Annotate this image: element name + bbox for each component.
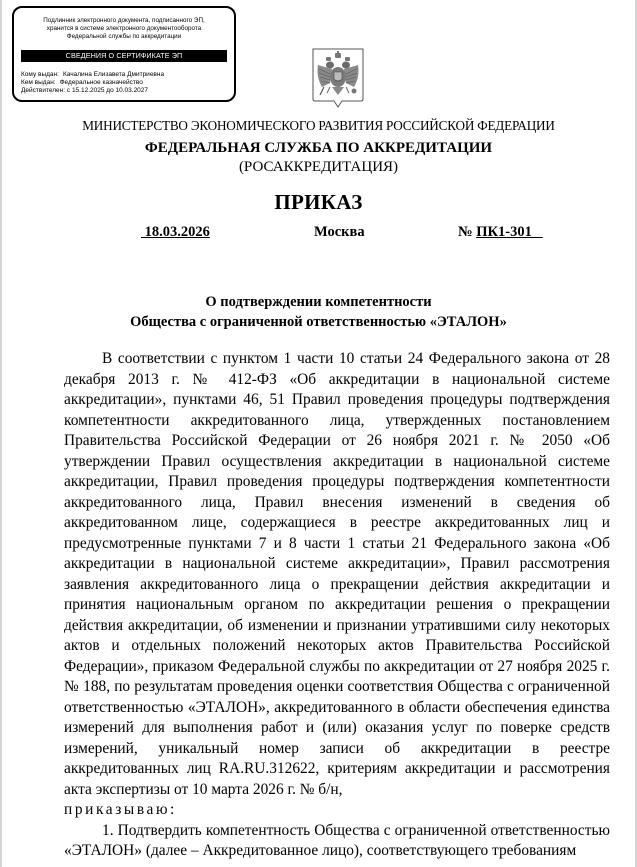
validity-value: с 15.12.2025 до 10.03.2027 [66, 87, 149, 94]
stamp-header [14, 17, 234, 41]
service-name: ФЕДЕРАЛЬНАЯ СЛУЖБА ПО АККРЕДИТАЦИИ [144, 140, 493, 156]
order-number [458, 224, 543, 241]
certificate-title: СВЕДЕНИЯ О СЕРТИФИКАТЕ ЭП [21, 50, 227, 62]
validity-row [21, 87, 164, 95]
stamp-header-line: Подлинник электронного документа, подписанного ЭП, [43, 17, 205, 24]
directive-paragraph [64, 800, 610, 821]
subject-line-2: Общества с ограниченной ответственностью «ЭТАЛОН» [130, 314, 507, 330]
issued-to-row [21, 71, 164, 79]
document-type-title: ПРИКАЗ [274, 190, 363, 214]
issued-to-label: Кому выдан: [21, 71, 59, 78]
service-abbreviation: (РОСАККРЕДИТАЦИЯ) [238, 159, 399, 175]
order-city: Москва [314, 224, 365, 240]
subject-line-1: О подтверждении компетентности [205, 294, 432, 310]
order-subject [2, 292, 635, 332]
ministry-name: МИНИСТЕРСТВО ЭКОНОМИЧЕСКОГО РАЗВИТИЯ РОССИЙСКОЙ ФЕДЕРАЦИИ [82, 118, 555, 133]
preamble-paragraph: В соответствии с пунктом 1 части 10 статьи 24 Федерального закона от 28 декабря 2013 г. № 412-ФЗ «Об аккредитации в национальной системе аккредитации», пунктами 46, 51 Правил проведения процедуры подтверждения компетентности аккредитованного лица, утвержденных постановлением Правительства Российской Федерации от 26 ноября 2021 г. № 2050 «Об утверждении Правил осуществления аккредитации в национальной системе аккредитации, Правил проведения процедуры подтверждения компетентности аккредитованного лица, Правил внесения изменений в сведения об аккредитованном лице, содержащиеся в реестре аккредитованных лиц и предусмотренные пунктами 7 и 8 части 1 статьи 21 Федерального закона «Об аккредитации в национальной системе аккредитации», Правил рассмотрения заявления аккредитованного лица о прекращении действия аккредитации и принятия национальным органом по аккредитации решения о прекращении действия аккредитации, об изменении и признании утратившими силу некоторых актов и отдельных положений некоторых актов Правительства Российской Федерации», приказом Федеральной службы по аккредитации от 27 ноября 2025 г. № 188, по результатам проведения оценки соответствия Общества с ограниченной ответственностью «ЭТАЛОН», аккредитованного в области обеспечения единства измерений для выполнения работ и (или) оказания услуг по поверке средств измерений, уникальный номер записи об аккредитации в реестре аккредитованных лиц RA.RU.312622, критериям аккредитации и рассмотрения акта экспертизы от 10 марта 2026 г. № б/н, [64, 350, 610, 798]
order-number-value: ПК1-301 [476, 224, 543, 240]
directive-word: приказываю: [64, 801, 177, 818]
issued-by-label: Кем выдан: [21, 79, 56, 86]
validity-label: Действителен: [21, 87, 66, 94]
stamp-header-line: Федеральной службы по аккредитации [66, 33, 182, 40]
order-body [64, 349, 610, 862]
issued-by-row [21, 79, 164, 87]
order-date: 18.03.2026 [141, 224, 210, 240]
electronic-signature-stamp [12, 6, 236, 102]
order-number-prefix: № [458, 224, 477, 240]
certificate-info [21, 71, 164, 95]
item-1-paragraph: 1. Подтвердить компетентность Общества с ограниченной ответственностью «ЭТАЛОН» (далее – Аккредитованное лицо), соответствующего требованиям [64, 821, 610, 859]
russian-coat-of-arms-icon [310, 47, 366, 109]
stamp-header-line: хранится в системе электронного документооборота [46, 25, 202, 32]
issued-to-value: Качалина Елизавета Дмитриевна [62, 71, 165, 78]
issued-by-value: Федеральное казначейство [59, 79, 143, 86]
